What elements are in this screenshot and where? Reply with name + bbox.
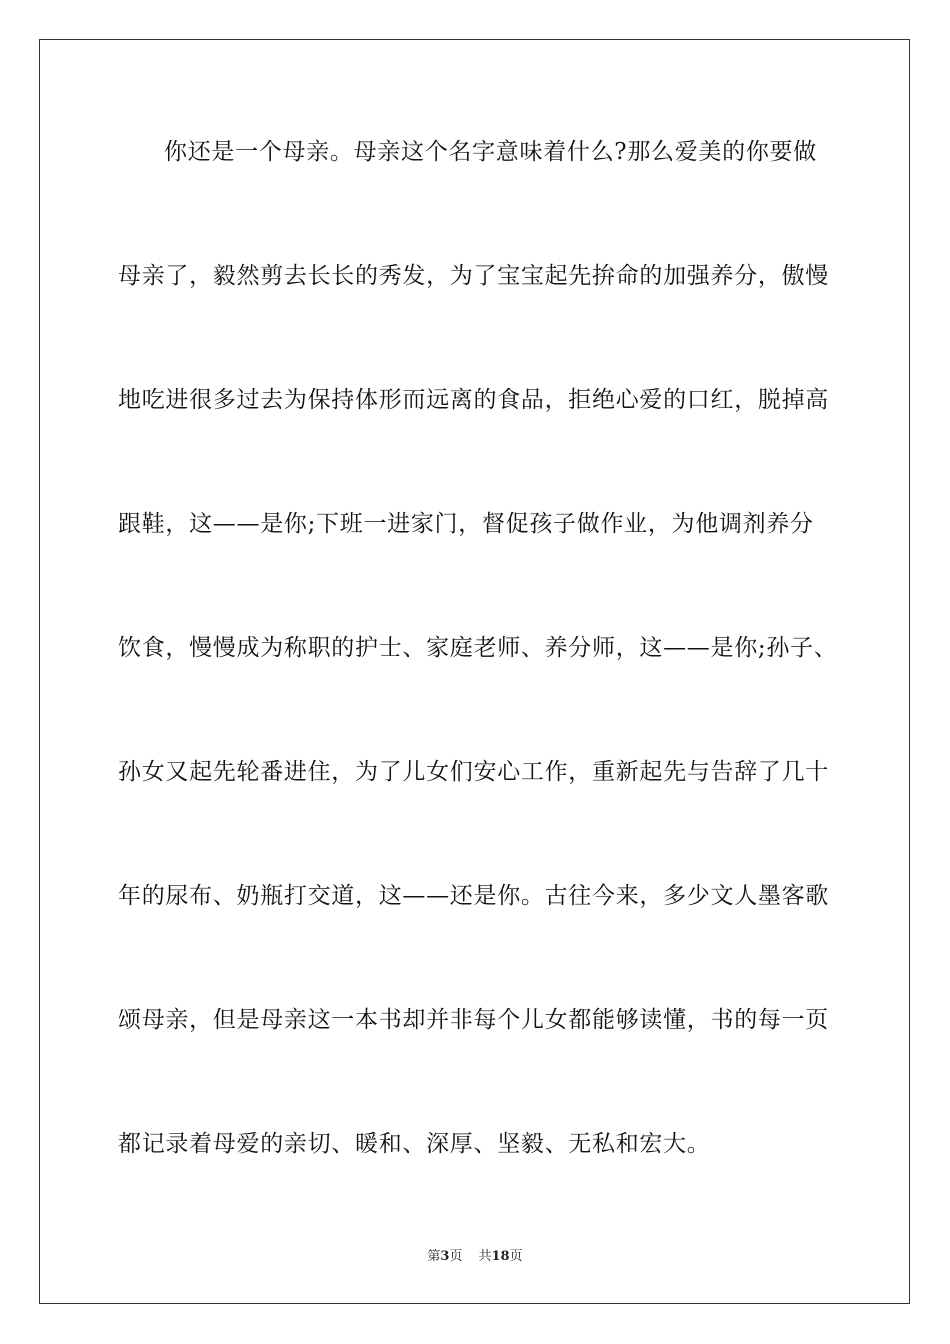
text-line: 地吃进很多过去为保持体形而远离的食品，拒绝心爱的口红，脱掉高 — [118, 387, 829, 413]
text-line: 孙女又起先轮番进住，为了儿女们安心工作，重新起先与告辞了几十 — [118, 759, 829, 785]
total-indicator — [478, 1249, 522, 1264]
page-prefix: 第 — [427, 1249, 441, 1264]
text-line: 母亲了，毅然剪去长长的秀发，为了宝宝起先拚命的加强养分，傲慢 — [118, 263, 829, 289]
total-pages: 18 — [491, 1249, 510, 1264]
text-line: 你还是一个母亲。母亲这个名字意味着什么?那么爱美的你要做 — [164, 139, 817, 165]
text-line: 跟鞋，这——是你;下班一进家门，督促孩子做作业，为他调剂养分 — [118, 511, 814, 537]
page-border — [39, 39, 910, 1304]
page-number: 3 — [440, 1249, 450, 1264]
text-line: 饮食，慢慢成为称职的护士、家庭老师、养分师，这——是你;孙子、 — [118, 635, 838, 661]
total-prefix: 共 — [478, 1249, 492, 1264]
text-line: 颂母亲，但是母亲这一本书却并非每个儿女都能够读懂，书的每一页 — [118, 1007, 829, 1033]
page-indicator — [427, 1249, 462, 1264]
text-line: 年的尿布、奶瓶打交道，这——还是你。古往今来，多少文人墨客歌 — [118, 883, 829, 909]
text-line: 都记录着母爱的亲切、暖和、深厚、坚毅、无私和宏大。 — [118, 1131, 711, 1157]
page-suffix: 页 — [449, 1249, 463, 1264]
total-suffix: 页 — [509, 1249, 523, 1264]
page-footer — [0, 1248, 950, 1266]
